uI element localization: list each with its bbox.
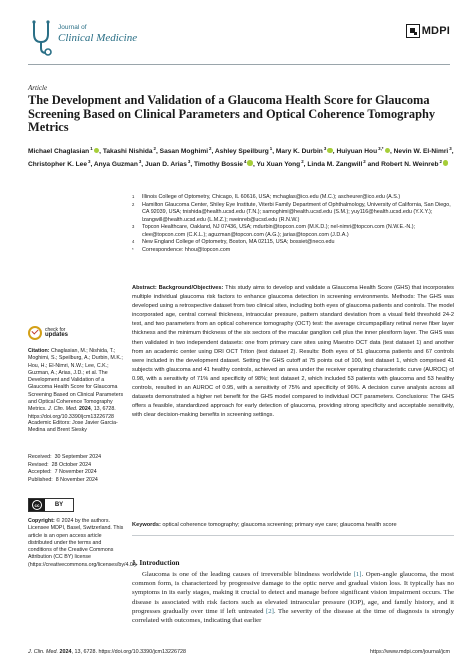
author-name[interactable]: Linda M. Zangwill <box>307 160 363 168</box>
date-row <box>28 477 124 485</box>
affiliation-text: New England College of Optometry, Boston, MA 02115, USA; bossiet@neco.edu <box>142 239 335 245</box>
author-affiliation-sup: 2 <box>439 158 442 164</box>
introduction-paragraph <box>132 570 454 625</box>
affiliation-item <box>132 194 452 202</box>
author-affiliation-sup: 2 <box>301 158 304 164</box>
copyright-label: Copyright: <box>28 518 55 524</box>
author-separator: , <box>272 148 276 156</box>
intro-text-2: . Open-angle glaucoma, the most common form, is characterized by progressive damage to the optic nerve and gradual vision loss. It typically has no symptoms in its early stages, making it crucial to detect and manage before significant vision impairment occurs. The disease is associated with risk factors such as elevated intraocular pressure (IOP), age, and family history, and it progresses gradually over time if left untreated <box>132 571 454 615</box>
article-type: Article <box>28 84 48 92</box>
affiliation-number: 4 <box>132 239 135 244</box>
date-label: Revised: <box>28 461 49 468</box>
author-name[interactable]: Michael Chaglasian <box>28 148 90 156</box>
cc-circle: cc <box>32 500 42 510</box>
author-separator: , <box>390 148 394 156</box>
keywords-text: optical coherence tomography; glaucoma screening; primary eye care; glaucoma health score <box>162 522 397 528</box>
cc-by-license-badge[interactable] <box>28 498 74 512</box>
intro-text-1: Glaucoma is one of the leading causes of irreversible blindness worldwide <box>142 571 354 578</box>
editors-label: Academic Editors: <box>28 420 71 426</box>
affiliations <box>132 194 452 254</box>
date-value: 7 November 2024 <box>54 469 97 476</box>
cc-icon <box>29 499 45 511</box>
citation-journal: J. Clin. Med. <box>48 406 78 413</box>
affiliation-item <box>132 202 452 225</box>
journal-header <box>28 18 450 62</box>
date-row <box>28 462 124 470</box>
author-name[interactable]: Mary K. Durbin <box>275 148 323 156</box>
author-name[interactable]: Yu Xuan Yong <box>256 160 301 168</box>
affiliation-text: Hamilton Glaucoma Center, Shiley Eye Institute, Viterbi Family Department of Ophthalmology, University of California, San Diego, CA 92039, USA; tnishida@health.ucsd.edu (T.N.); samoghimi@health.ucsd.edu (S.M.); yuy116@health.ucsd.edu (Y.X.Y.); lzangwill@health.ucsd.edu (L.M.Z.); rweinreb@ucsd.edu (R.N.W.) <box>142 201 451 223</box>
reference-link-1[interactable]: [1] <box>353 571 362 578</box>
author-name[interactable]: Anya Guzman <box>93 160 138 168</box>
journal-of: Journal of <box>58 24 87 31</box>
citation-year: 2024 <box>78 406 91 413</box>
mdpi-logo-icon <box>406 24 420 38</box>
page-footer <box>28 649 450 655</box>
affiliation-text: Correspondence: hhou@topcon.com <box>142 246 231 253</box>
date-label: Published: <box>28 476 53 483</box>
author-affiliation-sup: 3 <box>449 146 452 151</box>
keywords <box>132 521 454 529</box>
check-updates-text <box>45 328 68 339</box>
author-separator: , <box>211 148 215 156</box>
author-name[interactable]: Timothy Bossie <box>194 160 243 168</box>
stethoscope-icon <box>28 18 54 56</box>
author-separator: , <box>90 160 94 168</box>
author-affiliation-sup: 4 <box>243 158 247 164</box>
intro-text-3: . The severity of the disease at the time of diagnosis is strongly correlated with outcomes, indicating that earlier <box>132 607 454 625</box>
author-name[interactable]: Juan D. Arias <box>144 160 187 168</box>
footer-journal: J. Clin. Med. <box>28 649 58 655</box>
author-separator: , <box>252 160 257 168</box>
journal-name[interactable] <box>58 24 137 44</box>
author-affiliation-sup: 2 <box>363 158 366 164</box>
author-affiliation-sup: 3 <box>187 158 191 164</box>
author-affiliation-sup: 3,* <box>378 146 384 151</box>
author-separator: , <box>156 148 160 156</box>
author-separator: and <box>365 160 382 168</box>
editors-text: Jose Javier Garcia-Medina and Brent Siesky <box>28 420 118 434</box>
article-title: The Development and Validation of a Glaucoma Health Score for Glaucoma Screening Based on Clinical Parameters and Optical Coherence Tomography Metrics <box>28 93 436 135</box>
abstract <box>132 284 454 420</box>
affiliation-number: 2 <box>132 201 135 207</box>
footer-citation <box>28 649 186 655</box>
author-list <box>28 144 458 169</box>
author-affiliation-sup: 2 <box>209 146 212 151</box>
affiliation-text: Illinois College of Optometry, Chicago, IL 60616, USA; mchaglas@ico.edu (M.C.); ascheurer@ico.edu (A.S.) <box>142 194 401 200</box>
author-affiliation-sup: 2 <box>153 146 156 151</box>
publication-dates <box>28 454 124 484</box>
keywords-divider <box>132 535 454 536</box>
academic-editors <box>28 420 124 435</box>
author-name[interactable]: Sasan Moghimi <box>159 148 209 156</box>
copyright-text: © 2024 by the authors. Licensee MDPI, Basel, Switzerland. This article is an open access article distributed under the terms and conditions of the Creative Commons Attribution (CC BY) license (https://creativecommons.org/licenses/by/4.0/). <box>28 518 138 568</box>
author-separator: , <box>451 148 454 156</box>
footer-year: 2024 <box>59 649 72 655</box>
author-name[interactable]: Takashi Nishida <box>102 148 153 156</box>
author-name[interactable]: Robert N. Weinreb <box>381 160 439 168</box>
author-separator: , <box>332 148 337 156</box>
author-affiliation-sup: 1 <box>269 146 273 151</box>
citation-doi[interactable]: , 13, 6728. https://doi.org/10.3390/jcm13226728 <box>28 406 116 420</box>
date-label: Received: <box>28 454 52 460</box>
check-updates-icon <box>28 326 42 340</box>
citation-text: Chaglasian, M.; Nishida, T.; Moghimi, S.; Speilburg, A.; Durbin, M.K.; Hou, H.; El-Nimri, N.W.; Lee, C.K.; Guzman, A.; Arias, J.D.; et al. The Development and Validation of a Glaucoma Health Score for Glaucoma Screening Based on Clinical Parameters and Optical Coherence Tomography Metrics. <box>28 348 124 413</box>
affiliation-text: Topcon Healthcare, Oakland, NJ 07436, USA; mdurbin@topcon.com (M.K.D.); nel-nimri@topcon.com (N.W.E.-N.); clee@topcon.com (C.K.L.); aguzman@topcon.com (A.G.); jarias@topcon.com (J.D.A.) <box>142 224 416 238</box>
abstract-objective-label: Background/Objectives: <box>158 285 224 291</box>
check-for-updates-button[interactable] <box>28 326 124 340</box>
mdpi-logo[interactable] <box>406 24 450 38</box>
date-value: 30 September 2024 <box>54 454 102 460</box>
abstract-label: Abstract: <box>132 285 157 291</box>
orcid-icon[interactable] <box>443 160 449 166</box>
date-value: 28 October 2024 <box>51 461 92 468</box>
affiliation-number: * <box>132 246 134 252</box>
author-separator: , <box>99 148 103 156</box>
footer-details[interactable]: , 13, 6728. https://doi.org/10.3390/jcm13226728 <box>71 649 186 655</box>
footer-url[interactable]: https://www.mdpi.com/journal/jcm <box>370 649 450 655</box>
affiliation-number: 1 <box>132 194 135 199</box>
mdpi-logo-text: MDPI <box>421 25 450 37</box>
check-updates-bold: updates <box>45 332 69 338</box>
reference-link-2[interactable]: [2] <box>265 607 274 615</box>
journal-title: Clinical Medicine <box>58 32 138 44</box>
header-divider <box>28 64 450 65</box>
author-separator: , <box>190 160 194 168</box>
author-affiliation-sup: 1 <box>90 146 93 151</box>
author-name[interactable]: Ashley Speilburg <box>214 148 269 156</box>
author-separator: , <box>141 160 145 168</box>
abstract-text: This study aims to develop and validate a Glaucoma Health Score (GHS) that incorporates multiple individual glaucoma risk factors to enhance glaucoma detection in screening environments. Methods: The GHS was developed using a retrospective dataset from two clinical sites, including both eyes of glaucoma patients and controls. The model incorporated age, central corneal thickness, intraocular pressure, pattern standard deviation from a visual field threshold 24-2 test, and two parameters from an optical coherence tomography (OCT) test: the average circumpapillary retinal nerve fiber layer thickness and the minimum thickness of the six sectors of the macular ganglion cell plus the inner plexiform layer. The GHS was then validated in two independent datasets: one from primary care sites using Maestro OCT data (test dataset 1) and another from an academic center using DRI OCT Triton (test dataset 2). Results: Both eyes of 51 glaucoma patients and 67 controls were included in the development dataset. Setting the GHS cutoff at 75 points out of 100, test dataset 1, which comprised 41 subjects with glaucoma and 41 healthy controls, achieved an area under the receiver operating characteristic curve (AUROC) of 0.98, with a sensitivity of 71% and specificity of 98%; test dataset 2, which included 53 patients with glaucoma and 53 healthy controls, resulted in an AUROC of 0.95, with a sensitivity of 75% and specificity of 96%. A decision curve analysis across all datasets demonstrated a higher net benefit for the GHS model compared to individual OCT parameters. Conclusions: The GHS offers a feasible, standardized approach for early detection of glaucoma, providing strong specificity and acceptable sensitivity, with clear decision-making benefits in screening settings. <box>132 285 454 419</box>
citation-label: Citation: <box>28 348 50 354</box>
author-name[interactable]: Nevin W. El-Nimri <box>393 148 449 156</box>
cc-by-label: BY <box>54 502 64 508</box>
date-row <box>28 454 124 462</box>
author-affiliation-sup: 3 <box>138 158 142 164</box>
author-name[interactable]: Huiyuan Hou <box>336 148 378 156</box>
author-name[interactable]: Christopher K. Lee <box>28 160 87 168</box>
affiliation-item <box>132 247 452 255</box>
affiliation-item <box>132 239 452 247</box>
date-label: Accepted: <box>28 469 52 476</box>
keywords-label: Keywords: <box>132 522 161 528</box>
check-updates-label: check for <box>45 326 66 333</box>
copyright-notice <box>28 518 138 569</box>
affiliation-number: 3 <box>132 224 135 229</box>
citation <box>28 348 124 421</box>
date-value: 8 November 2024 <box>55 476 98 483</box>
section-heading-introduction: 1. Introduction <box>132 558 180 567</box>
author-affiliation-sup: 3 <box>88 158 91 164</box>
affiliation-item <box>132 224 452 239</box>
author-affiliation-sup: 3 <box>323 146 327 151</box>
date-row <box>28 469 124 477</box>
author-separator: , <box>303 160 308 168</box>
